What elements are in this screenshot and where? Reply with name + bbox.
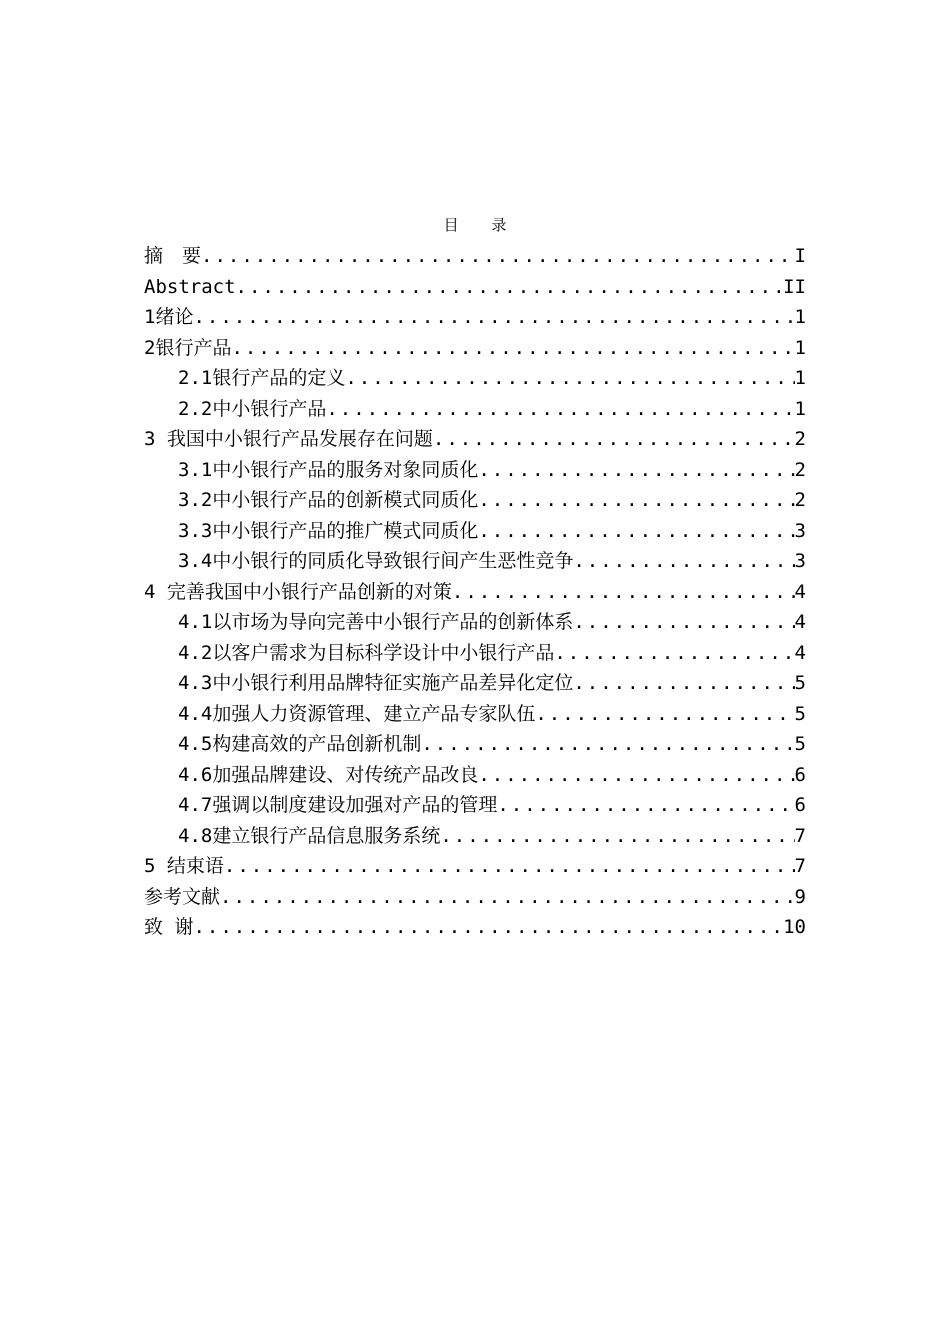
toc-entry-label: 1绪论 — [144, 306, 194, 328]
toc-page-number: 4 — [794, 580, 806, 603]
toc-page-number: 4 — [794, 611, 806, 633]
toc-dot-leader — [224, 851, 795, 882]
toc-dot-leader — [193, 302, 794, 333]
toc-dot-leader — [478, 760, 794, 791]
toc-dot-leader — [220, 882, 795, 913]
toc-dot-leader — [452, 577, 795, 608]
toc-entry — [144, 638, 806, 669]
toc-entry — [144, 577, 806, 608]
toc-entry-label: 3.4中小银行的同质化导致银行间产生恶性竞争 — [178, 550, 574, 572]
toc-page-number: 1 — [794, 367, 806, 389]
toc-entry — [144, 607, 806, 638]
toc-entry-label: 参考文献 — [144, 885, 221, 908]
toc-page-number: 2 — [794, 458, 806, 481]
toc-entry — [144, 424, 806, 455]
toc-entry-label: 致 谢 — [144, 916, 194, 938]
toc-entry — [144, 760, 806, 791]
toc-dot-leader — [433, 424, 795, 455]
toc-page-number: 1 — [794, 306, 806, 328]
toc-page-number: 5 — [794, 733, 806, 755]
toc-page-number: 7 — [794, 855, 806, 877]
toc-entry — [144, 546, 806, 577]
toc-entry-label: 4.7强调以制度建设加强对产品的管理 — [178, 794, 498, 816]
toc-entry — [144, 394, 806, 425]
toc-page-number: 1 — [794, 397, 806, 420]
toc-dot-leader — [236, 272, 784, 303]
toc-page-number: 5 — [794, 672, 806, 694]
toc-entry-label: 4.1以市场为导向完善中小银行产品的创新体系 — [178, 611, 574, 633]
toc-entry-label: 4.3中小银行利用品牌特征实施产品差异化定位 — [178, 672, 574, 694]
toc-entry — [144, 729, 806, 760]
toc-page-number: 4 — [794, 641, 806, 664]
toc-entry — [144, 272, 806, 303]
toc-page-number: II — [783, 275, 806, 298]
toc-page-number: 2 — [794, 428, 806, 450]
toc-dot-leader — [421, 729, 794, 760]
toc-entry-label: 4.2以客户需求为目标科学设计中小银行产品 — [178, 641, 555, 664]
toc-dot-leader — [573, 668, 794, 699]
toc-entry-label: 2.1银行产品的定义 — [178, 367, 346, 389]
toc-entry-label: 2.2中小银行产品 — [178, 397, 327, 420]
toc-entry-label: 4 完善我国中小银行产品创新的对策 — [144, 580, 452, 603]
toc-dot-leader — [573, 546, 794, 577]
toc-entry-label: 3 我国中小银行产品发展存在问题 — [144, 428, 433, 450]
toc-entry — [144, 333, 806, 364]
toc-entry — [144, 455, 806, 486]
toc-entry-label: 4.4加强人力资源管理、建立产品专家队伍 — [178, 702, 536, 725]
toc-entry — [144, 821, 806, 852]
toc-entry-label: 3.3中小银行产品的推广模式同质化 — [178, 519, 479, 542]
toc-dot-leader — [440, 821, 794, 852]
toc-entry-label: Abstract — [144, 275, 236, 298]
toc-page-number: 5 — [794, 702, 806, 725]
toc-page-number: 1 — [794, 336, 806, 359]
toc-entry — [144, 790, 806, 821]
table-of-contents — [144, 241, 806, 943]
toc-dot-leader — [231, 333, 794, 364]
toc-dot-leader — [573, 607, 794, 638]
toc-dot-leader — [193, 912, 783, 943]
toc-entry-label: 4.6加强品牌建设、对传统产品改良 — [178, 763, 479, 786]
toc-entry — [144, 668, 806, 699]
toc-entry-label: 2银行产品 — [144, 336, 232, 359]
toc-entry — [144, 241, 806, 272]
toc-entry — [144, 363, 806, 394]
toc-entry — [144, 485, 806, 516]
toc-entry — [144, 516, 806, 547]
toc-page-number: I — [794, 245, 806, 267]
toc-entry-label: 4.5构建高效的产品创新机制 — [178, 733, 422, 755]
toc-entry — [144, 851, 806, 882]
toc-entry-label: 3.1中小银行产品的服务对象同质化 — [178, 458, 479, 481]
toc-dot-leader — [478, 485, 794, 516]
toc-entry-label: 5 结束语 — [144, 855, 224, 877]
toc-entry — [144, 912, 806, 943]
toc-page-number: 2 — [794, 489, 806, 511]
toc-entry-label: 4.8建立银行产品信息服务系统 — [178, 824, 441, 847]
toc-dot-leader — [345, 363, 794, 394]
toc-entry-label: 3.2中小银行产品的创新模式同质化 — [178, 489, 479, 511]
toc-dot-leader — [326, 394, 794, 425]
toc-entry — [144, 699, 806, 730]
toc-dot-leader — [201, 241, 795, 272]
toc-page-number: 6 — [794, 794, 806, 816]
toc-page-number: 3 — [794, 550, 806, 572]
toc-dot-leader — [478, 455, 794, 486]
toc-entry — [144, 882, 806, 913]
toc-entry — [144, 302, 806, 333]
toc-entry-label: 摘 要 — [144, 245, 202, 267]
toc-dot-leader — [535, 699, 794, 730]
toc-dot-leader — [554, 638, 794, 669]
toc-dot-leader — [478, 516, 794, 547]
toc-dot-leader — [497, 790, 794, 821]
toc-page-number: 10 — [783, 916, 806, 938]
toc-page-number: 6 — [794, 763, 806, 786]
toc-page-number: 9 — [794, 885, 806, 908]
toc-page-number: 7 — [794, 824, 806, 847]
toc-page-number: 3 — [794, 519, 806, 542]
toc-title: 目 录 — [443, 216, 521, 234]
